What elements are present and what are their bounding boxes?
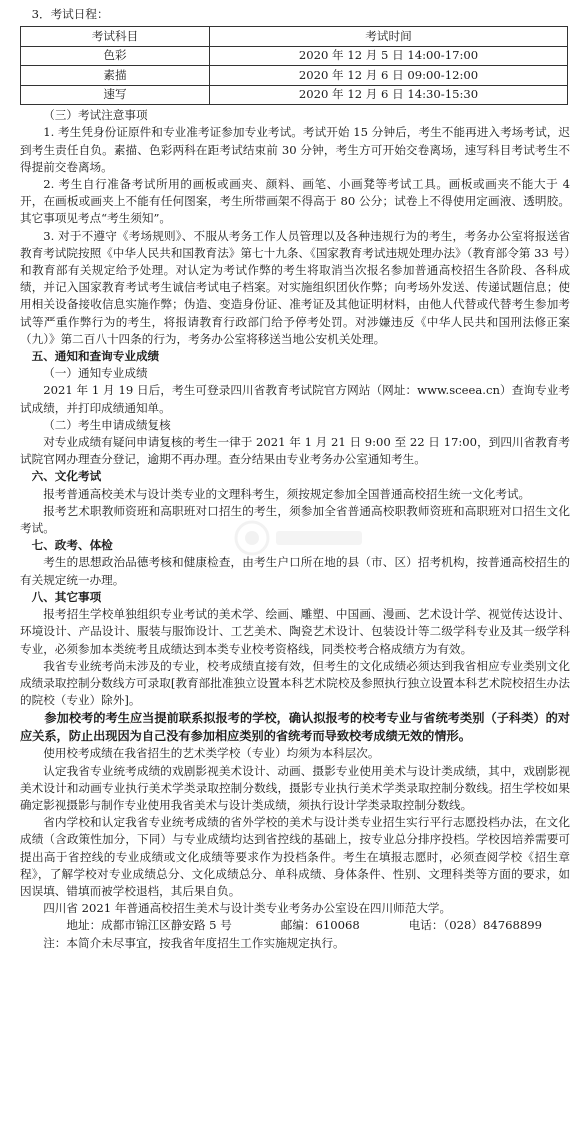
paragraph: 省内学校和认定我省专业统考成绩的省外学校的美术与设计类专业招生实行平行志愿投档办法，在文化成绩（含政策性加分，下同）与专业成绩均达到省控线的基础上，按专业总分排序投档。学校因培养需要可提出高于省控线的专业成绩或文化成绩等要求作为投档条件。考生在填报志愿时，必须查阅学校《招生章程》，了解学校对专业成绩总分、文化成绩总分、单科成绩、身体条件、性别、文理科类等方面的要求，如因误填、错填而被学校退档，其后果自负。 [20,815,570,898]
subsection-title: （三）考试注意事项 [43,108,148,123]
paragraph: 我省专业统考尚未涉及的专业，校考成绩直接有效，但考生的文化成绩必须达到我省相应专业类别文化成绩录取控制分数线方可录取[教育部批准独立设置本科艺术院校及参照执行独立设置本科艺术院校招生办法的院校（专业）除外]。 [20,658,570,708]
paragraph: 考生的思想政治品德考核和健康检查，由考生户口所在地的县（市、区）招考机构，按普通高校招生的有关规定统一办理。 [20,555,570,587]
subsection-title: （二）考生申请成绩复核 [43,417,171,432]
address: 地址：成都市锦江区静安路 5 号 [66,918,232,933]
footnote: 注：本简介未尽事宜，按我省年度招生工作实施规定执行。 [43,935,345,950]
subject-cell: 素描 [21,66,210,86]
paragraph: 报考普通高校美术与设计类专业的文理科考生，须按规定参加全国普通高校招生统一文化考试。 [43,486,531,501]
subsection-title: （一）通知专业成绩 [43,366,148,381]
document-page [20,6,570,952]
subject-cell: 色彩 [21,46,210,66]
paragraph: 对专业成绩有疑问申请复核的考生一律于 2021 年 1 月 21 日 9:00 至 22 日 17:00，到四川省教育考试院官网办理查分登记，逾期不再办理。查分结果由专业考务办公室通知考生。 [20,435,570,467]
section-exam-schedule-title: 3．考试日程： [31,7,109,21]
section-title: 七、政考、体检 [31,538,113,553]
table-header-cell: 考试科目 [21,27,210,47]
exam-schedule-table [20,26,568,105]
paragraph: 报考艺术职教师资班和高职班对口招生的考生，须参加全省普通高校职教师资班和高职班对口招生文化考试。 [20,503,570,536]
table-row [21,85,568,105]
paragraph: 2. 考生自行准备考试所用的画板或画夹、颜料、画笔、小画凳等考试工具。画板或画夹不能大于 4 开，在画板或画夹上不能有任何图案，考生所带画架不得高于 80 公分；试卷上不得使用定画液、透明胶。其它事项见考点“考生须知”。 [20,177,570,226]
paragraph: 1. 考生凭身份证原件和专业准考证参加专业考试。考试开始 15 分钟后，考生不能再进入考场考试，迟到考生责任自负。素描、色彩两科在距考试结束前 30 分钟，考生方可开始交卷离场，速写科目考试考生不得提前交卷离场。 [20,125,570,174]
important-notice: 参加校考的考生应当提前联系拟报考的学校，确认拟报考的校考专业与省统考类别（子科类）的对应关系，防止出现因为自己没有参加相应类别的省统考而导致校考成绩无效的情形。 [20,711,570,744]
table-header-cell: 考试时间 [210,27,568,47]
phone: 电话：（028）84768899 [408,918,542,933]
time-cell: 2020 年 12 月 6 日 14:30-15:30 [210,85,568,105]
paragraph: 认定我省专业统考成绩的戏剧影视美术设计、动画、摄影专业使用美术与设计类成绩，其中，戏剧影视美术设计和动画专业执行美术学类录取控制分数线，摄影专业执行美术学类录取控制分数线。招生学校如果确定影视摄影与制作专业使用我省美术与设计类成绩，须执行设计学类录取控制分数线。 [20,763,570,812]
time-cell: 2020 年 12 月 6 日 09:00-12:00 [210,66,568,86]
time-cell: 2020 年 12 月 5 日 14:00-17:00 [210,46,568,66]
paragraph: 3. 对于不遵守《考场规则》、不服从考务工作人员管理以及各种违规行为的考生，考务办公室将报送省教育考试院按照《中华人民共和国教育法》第七十九条、《国家教育考试违规处理办法》（教育部令第 33 号）和教育部有关规定给予处理。对认定为考试作弊的考生将取消当次报名参加普通高校招生各阶段、各科成绩，并记入国家教育考试考生诚信考试电子档案。对实施组织团伙作弊；向考场外发送、传递试题信息；使用相关设备接收信息实施作弊；伪造、变造身份证、准考证及其他证明材料，由他人代替或代替考生参加考试等严重作弊行为的考生，将报请教育行政部门给予停考处罚。对涉嫌违反《中华人民共和国刑法修正案（九）》第二百八十四条的行为，考务办公室将移送当地公安机关处理。 [20,228,570,346]
postcode: 邮编：610068 [280,918,360,933]
paragraph: 使用校考成绩在我省招生的艺术类学校（专业）均须为本科层次。 [43,746,380,761]
paragraph: 四川省 2021 年普通高校招生美术与设计类专业考务办公室设在四川师范大学。 [43,901,452,916]
table-row [21,46,568,66]
paragraph: 报考招生学校单独组织专业考试的美术学、绘画、雕塑、中国画、漫画、艺术设计学、视觉传达设计、环境设计、产品设计、服装与服饰设计、工艺美术、陶瓷艺术设计、包装设计等二级学科专业及其一级学科专业，必须参加本类统考且成绩达到本类专业校考资格线，同类校考合格成绩方为有效。 [20,607,570,656]
section-title: 六、文化考试 [31,469,102,484]
subject-cell: 速写 [21,85,210,105]
table-header-row [21,27,568,47]
paragraph: 2021 年 1 月 19 日后，考生可登录四川省教育考试院官方网站（网址：www.sceea.cn）查询专业考试成绩，并打印成绩通知单。 [20,383,570,415]
contact-line [20,917,570,934]
table-row [21,66,568,86]
section-title: 八、其它事项 [31,589,102,604]
section-title: 五、通知和查询专业成绩 [31,349,160,364]
